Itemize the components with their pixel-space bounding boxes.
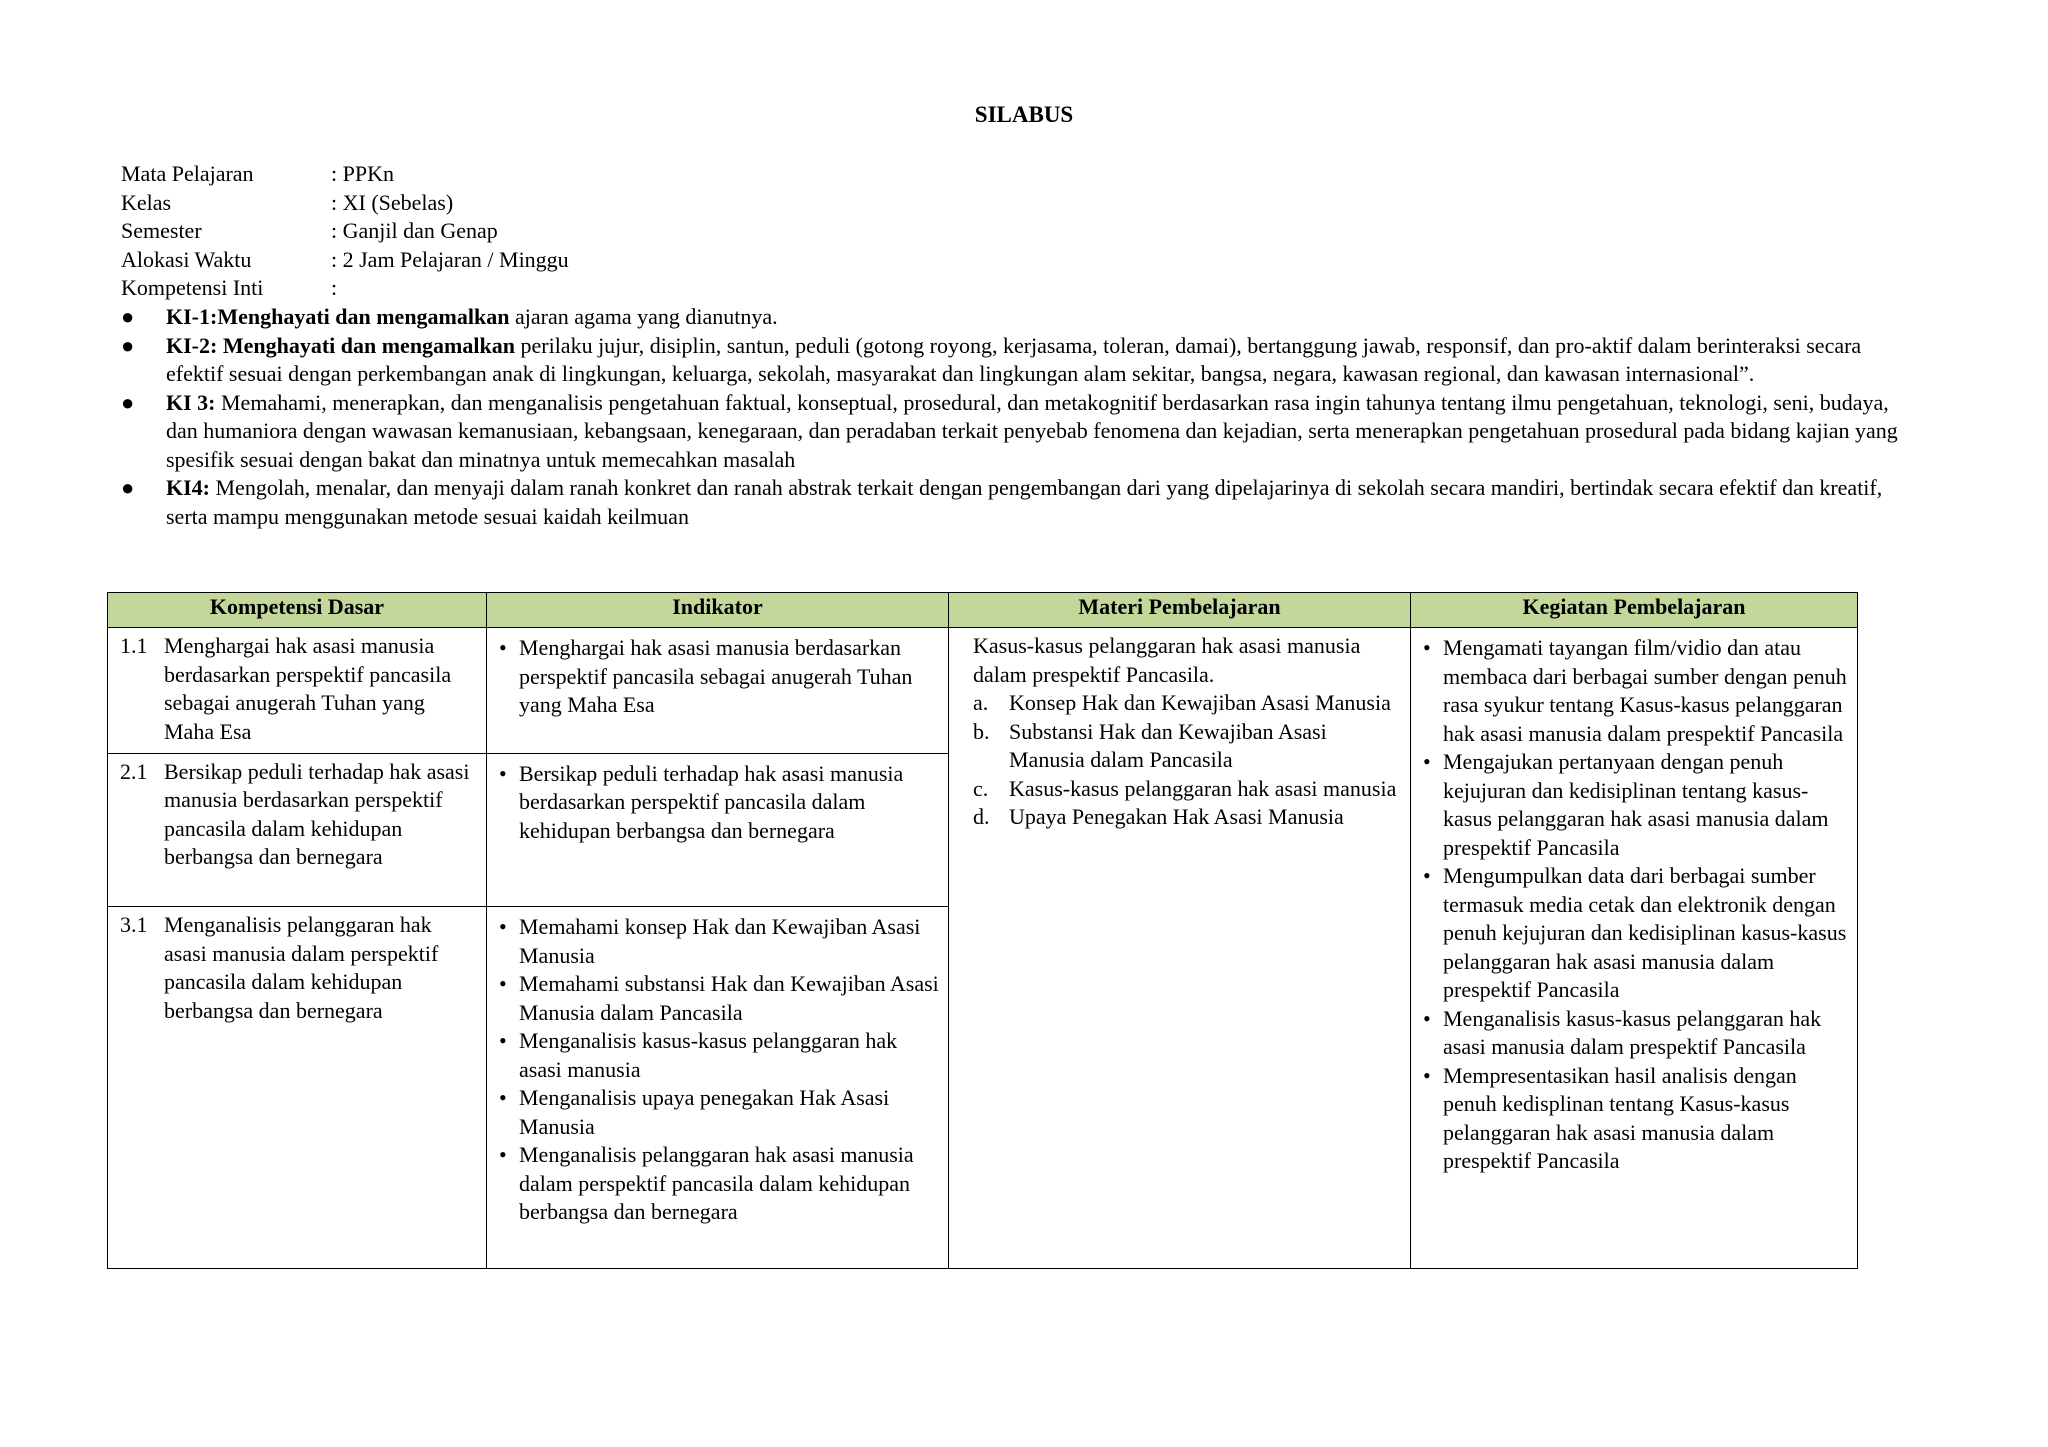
list-item: a. Konsep Hak dan Kewajiban Asasi Manusia <box>973 690 1391 715</box>
list-item: • Menganalisis upaya penegakan Hak Asasi Manusia <box>499 1085 890 1139</box>
ki-item-3: ● KI 3: Memahami, menerapkan, dan menganalisis pengetahuan faktual, konseptual, prosedural, dan metakognitif berdasarkan rasa ingin tahunya tentang ilmu pengetahuan, teknologi, seni, budaya, dan humaniora dengan wawasan kemanusiaan, kebangsaan, kenegaraan, dan peradaban terkait penyebab fenomena dan kejadian, serta menerapkan pengetahuan prosedural pada bidang kajian yang spesifik sesuai dengan bakat dan minatnya untuk memecahkan masalah <box>121 389 1898 472</box>
list-item: b. Substansi Hak dan Kewajiban Asasi Manusia dalam Pancasila <box>973 718 1327 772</box>
list-item: • Menganalisis kasus-kasus pelanggaran hak asasi manusia dalam prespektif Pancasila <box>1423 1005 1822 1059</box>
list-item: c. Kasus-kasus pelanggaran hak asasi manusia <box>973 775 1397 801</box>
materi-cell: Kasus-kasus pelanggaran hak asasi manusia dalam prespektif Pancasila. a. Konsep Hak dan Kewajiban Asasi Manusia b. Substansi Hak dan Kewajiban Asasi Manusia dalam Pancasila c. Kasus-kasus pelanggaran hak asasi manusia d. Upaya Penegakan Hak Asasi Manusia <box>949 628 1411 1269</box>
table-row <box>108 628 1858 754</box>
kompetensi-inti-list <box>121 303 1911 531</box>
list-item: d. Upaya Penegakan Hak Asasi Manusia <box>973 804 1344 829</box>
bullet-icon: • <box>1423 749 1431 774</box>
document-title: SILABUS <box>974 102 1074 127</box>
list-item: • Mengumpulkan data dari berbagai sumber termasuk media cetak dan elektronik dengan penuh kejujuran dan kedisiplinan kasus-kasus pelanggaran hak asasi manusia dalam prespektif Pancasila <box>1423 863 1847 1002</box>
bullet-icon: • <box>1423 635 1431 660</box>
ki-item-4: ● KI4: Mengolah, menalar, dan menyaji dalam ranah konkret dan ranah abstrak terkait dengan pengembangan dari yang dipelajarinya di sekolah secara mandiri, bertindak secara efektif dan kreatif, serta mampu menggunakan metode sesuai kaidah keilmuan <box>121 475 1883 529</box>
list-item: • Memahami substansi Hak dan Kewajiban Asasi Manusia dalam Pancasila <box>499 971 939 1025</box>
bullet-icon: • <box>499 635 507 660</box>
kegiatan-cell <box>1411 628 1858 1269</box>
meta-block <box>121 160 569 303</box>
list-item: • Bersikap peduli terhadap hak asasi manusia berdasarkan perspektif pancasila dalam kehidupan berbangsa dan bernegara <box>499 760 904 843</box>
header-kegiatan: Kegiatan Pembelajaran <box>1411 593 1858 628</box>
ki-item-2: ● KI-2: Menghayati dan mengamalkan perilaku jujur, disiplin, santun, peduli (gotong royong, kerjasama, toleran, damai), bertanggung jawab, responsif, dan pro-aktif dalam berinteraksi secara efektif sesuai dengan perkembangan anak di lingkungan, keluarga, sekolah, masyarakat dan lingkungan alam sekitar, bangsa, negara, kawasan regional, dan kawasan internasional”. <box>121 332 1862 386</box>
bullet-icon: ● <box>121 332 135 358</box>
bullet-icon: • <box>499 1142 507 1168</box>
list-item: • Mengajukan pertanyaan dengan penuh kejujuran dan kedisiplinan tentang kasus-kasus pelanggaran hak asasi manusia dalam prespektif Pancasila <box>1423 749 1829 860</box>
indikator-cell <box>487 753 949 906</box>
meta-row-ki: Kompetensi Inti : <box>121 275 338 300</box>
table-header-row <box>108 593 1858 628</box>
indikator-cell <box>487 628 949 754</box>
kd-cell: 2.1 Bersikap peduli terhadap hak asasi manusia berdasarkan perspektif pancasila dalam kehidupan berbangsa dan bernegara <box>108 753 487 906</box>
header-indikator: Indikator <box>487 593 949 628</box>
kd-cell: 1.1 Menghargai hak asasi manusia berdasarkan perspektif pancasila sebagai anugerah Tuhan yang Maha Esa <box>108 628 487 754</box>
list-item: • Mempresentasikan hasil analisis dengan penuh kedisplinan tentang Kasus-kasus pelanggaran hak asasi manusia dalam prespektif Pancasila <box>1423 1062 1797 1173</box>
bullet-icon: • <box>499 914 507 940</box>
bullet-icon: ● <box>121 389 135 415</box>
ki-item-1: ● KI-1:Menghayati dan mengamalkan ajaran agama yang dianutnya. <box>121 303 1911 332</box>
bullet-icon: • <box>1423 863 1431 888</box>
list-item: • Menganalisis pelanggaran hak asasi manusia dalam perspektif pancasila dalam kehidupan berbangsa dan bernegara <box>499 1142 914 1225</box>
header-materi: Materi Pembelajaran <box>949 593 1411 628</box>
bullet-icon: • <box>499 971 507 997</box>
meta-row-mapel: Mata Pelajaran : PPKn <box>121 161 394 186</box>
bullet-icon: • <box>499 1085 507 1111</box>
bullet-icon: • <box>1423 1005 1431 1031</box>
list-item: • Menganalisis kasus-kasus pelanggaran hak asasi manusia <box>499 1028 898 1082</box>
meta-row-alokasi: Alokasi Waktu : 2 Jam Pelajaran / Minggu <box>121 246 569 272</box>
bullet-icon: • <box>499 1028 507 1054</box>
silabus-table <box>107 592 1858 1269</box>
kd-cell: 3.1 Menganalisis pelanggaran hak asasi manusia dalam perspektif pancasila dalam kehidupan berbangsa dan bernegara <box>108 907 487 1269</box>
bullet-icon: • <box>1423 1062 1431 1088</box>
bullet-icon: ● <box>121 475 135 500</box>
list-item: • Memahami konsep Hak dan Kewajiban Asasi Manusia <box>499 914 921 968</box>
list-item: • Mengamati tayangan film/vidio dan atau membaca dari berbagai sumber dengan penuh rasa syukur tentang Kasus-kasus pelanggaran hak asasi manusia dalam prespektif Pancasila <box>1423 635 1847 746</box>
bullet-icon: • <box>499 760 507 786</box>
list-item: • Menghargai hak asasi manusia berdasarkan perspektif pancasila sebagai anugerah Tuhan yang Maha Esa <box>499 635 913 717</box>
header-kompetensi-dasar: Kompetensi Dasar <box>108 593 487 628</box>
meta-row-semester: Semester : Ganjil dan Genap <box>121 218 498 243</box>
bullet-icon: ● <box>121 304 135 329</box>
meta-row-kelas: Kelas : XI (Sebelas) <box>121 189 454 215</box>
indikator-cell <box>487 907 949 1269</box>
